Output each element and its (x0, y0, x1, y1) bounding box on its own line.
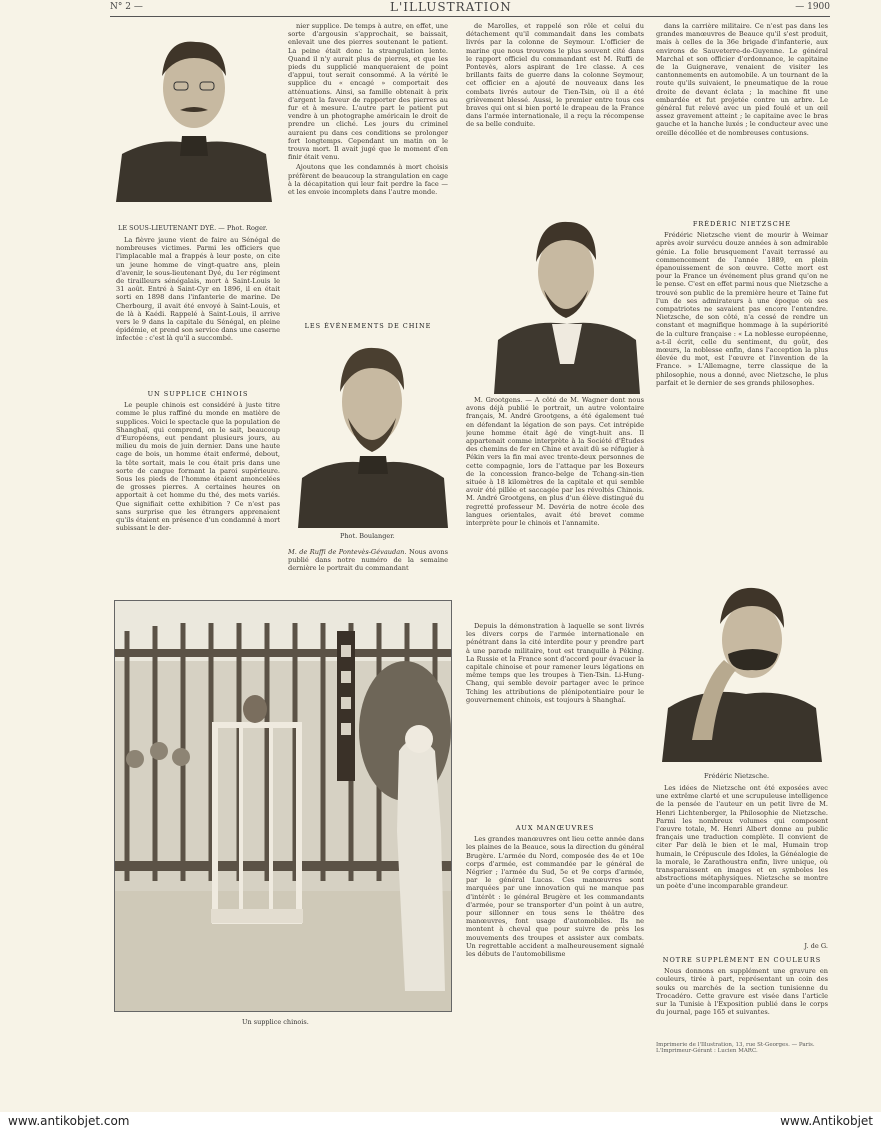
page-header (110, 0, 830, 16)
paragraph-supplice-cont: nier supplice. De temps à autre, en effet, une sorte d'argousin s'approchait, se baissait, enlevait une des pierres soutenant le patient. La peine était donc la strangulation lente. Quand il n'y aurait plus de pierres, et que les pieds du supplicié manqueraient de point d'appui, tout serait consommé. A la vérité le supplice du « encagé » comportait des atténuations. Ainsi, sa famille obtenait à prix d'argent la faveur de rapporter des pierres au fur et à mesure. L'autre part le patient put vendre à un photographe américain le droit de prendre un cliché. Les jours du criminel auraient pu dans ces conditions se prolonger fort longtemps. Cependant un matin on le trouva mort. Il avait jugé que le moment d'en finir était venu. (288, 22, 448, 162)
header-title: L'ILLUSTRATION (390, 0, 512, 14)
watermark-left: www.antikobjet.com (8, 1114, 130, 1128)
paragraph-nietzsche: Frédéric Nietzsche vient de mourir à Weimar après avoir survécu douze années à son admirable génie. La folie brusquement l'avait terrassé au commencement de l'année 1889, en plein épanouissement de son œuvre. Cette mort est pour la France un événement plus grand qu'on ne le pense. C'est en effet parmi nous que Nietzsche a trouvé son public de la première heure et Taine fut l'un de ses admirateurs à une époque où ses compatriotes ne savaient pas encore l'entendre. Nietzsche, de son côté, n'a cessé de rendre un constant et magnifique hommage à la supériorité de la culture française : « La noblesse européenne, a-t-il écrit, celle du sentiment, du goût, des mœurs, la noblesse enfin, dans l'acception la plus élevée du mot, est l'œuvre et l'invention de la France. » L'Allemagne, terre classique de la philosophie, nous a donné, avec Nietzsche, le plus parfait et le dernier de ses grands philosophes. (656, 231, 828, 387)
section-title-evenements: LES ÉVÉNEMENTS DE CHINE (304, 322, 432, 330)
watermark-bar (0, 1112, 881, 1130)
caption-photo: Un supplice chinois. (242, 1018, 309, 1026)
caption-dye: LE SOUS-LIEUTENANT DYÉ. — Phot. Roger. (118, 224, 268, 232)
section-title-supplement: NOTRE SUPPLÉMENT EN COULEURS (662, 956, 822, 964)
header-rule (110, 16, 830, 17)
paragraph-ruffi: de Marolles, et rappelé son rôle et celui du détachement qu'il commandait dans les combats livrés par la colonne de Seymour. L'officier de marine que nous trouvons le plus souvent cité dans le rapport officiel du commandant est M. Ruffi de Pontevès, alors aspirant de 1re classe. A ces brillants faits de guerre dans la colonne Seymour, cet officier en a ajouté de nouveaux dans les combats livrés autour de Tien-Tsin, où il a été grièvement blessé. Aussi, le premier entre tous ces braves qui ont si bien porté le drapeau de la France dans l'armée internationale, il a reçu la récompense de sa belle conduite. (466, 22, 644, 129)
paragraph-supplice: Le peuple chinois est considéré à juste titre comme le plus raffiné du monde en matière de supplices. Voici le spectacle que la population de Shanghaï, qui comprend, on le sait, beaucoup d'Européens, eut pendant plusieurs jours, au milieu du mois de juin dernier. Dans une haute cage de bois, un homme était enfermé, debout, la tête sortait, mais le cou était pris dans une sorte de cangue formant la paroi supérieure. Sous les pieds de l'homme étaient amoncelées de grosses pierres. A certaines heures on apportait à cet homme du thé, des mets variés. Que signifiait cette exhibition ? Ce n'est pas sans surprise que les étrangers apprenaient qu'ils étaient en présence d'un condamné à mort subissant le der- (116, 401, 280, 533)
portrait-dye (116, 24, 272, 202)
caption-boulanger: Phot. Boulanger. (340, 532, 395, 540)
column-3-text-c (466, 622, 644, 814)
column-2-text-b (288, 548, 448, 584)
paragraph-manoeuvres: Les grandes manœuvres ont lieu cette année dans les plaines de la Beauce, sous la direction du général Brugère. L'armée du Nord, composée des 4e et 10e corps d'armée, est commandée par le général de Négrier ; l'armée du Sud, 5e et 9e corps d'armée, par le général Lucas. Ces manœuvres sont marquées par une innovation qui ne manque pas d'intérêt : le général Brugère et les commandants d'armée, pour se transporter d'un point à un autre, pour sillonner en tous sens le théâtre des manœuvres, font usage d'automobiles. Ils ne montent à cheval que pour suivre de près les mouvements des troupes et assister aux combats. Un regrettable accident a malheureusement signalé les débuts de l'automobilisme (466, 835, 644, 959)
imprint: Imprimerie de l'Illustration, 13, rue St-Georges. — Paris. L'Imprimeur-Gérant : Lucien MARC. (656, 1042, 815, 1054)
column-1-text-b (116, 386, 280, 594)
paragraph-peking: Depuis la démonstration à laquelle se sont livrés les divers corps de l'armée internationale en pénétrant dans la cité interdite pour y prendre part à une parade militaire, tout est tranquille à Péking. La Russie et la France sont d'accord pour évacuer la capitale chinoise et pour ramener leurs légations en même temps que les troupes à Tien-Tsin. Li-Hung-Chang, qui semble devoir partager avec le prince Tching les attributions de plénipotentiaire pour le gouvernement chinois, est toujours à Shanghaï. (466, 622, 644, 704)
paragraph-ruffi-intro: Nous avons publié dans notre numéro de la semaine dernière le portrait du commandant (288, 548, 448, 573)
column-3-text-b (466, 396, 644, 620)
column-3-text-a (466, 22, 644, 218)
column-4-text-b (656, 216, 828, 576)
column-2-text-a (288, 22, 448, 312)
portrait-nietzsche (662, 580, 822, 762)
column-3-text-d (466, 820, 644, 1034)
header-right: — 1900 (795, 2, 830, 12)
column-1-text-a (116, 236, 280, 384)
header-left: N° 2 — (110, 2, 143, 12)
watermark-right: www.Antikobjet (780, 1114, 873, 1128)
caption-nietzsche: Frédéric Nietzsche. (704, 772, 770, 780)
paragraph-supplement: Nous donnons en supplément une gravure en couleurs, tirée à part, représentant un coin des souks ou marchés de la section tunisienne du Trocadéro. Cette gravure est visée dans l'article sur la Tunisie à l'Exposition publié dans le corps du journal, page 165 et suivantes. (656, 967, 828, 1017)
paragraph-grootgens: M. Grootgens. — A côté de M. Wagner dont nous avons déjà publié le portrait, un autre volontaire français, M. André Grootgens, a été également tué en défendant la légation de son pays. Cet intrépide jeune homme était âgé de vingt-huit ans. Il appartenait comme interprète à la Société d'Études des chemins de fer en Chine et avait dû se réfugier à Pékin vers la fin mai avec trente-deux personnes de cette compagnie, lors de l'attaque par les Boxeurs de la concession franco-belge de Tchang-sin-tien située à 18 kilomètres de la capitale et qui semble avoir été pillée et saccagée par les révoltés Chinois. M. André Grootgens, en plus d'un élève distingué du regretté professeur M. Devéria de notre école des langues orientales, avait été brevet comme interprète pour le chinois et l'annamite. (466, 396, 644, 528)
portrait-ruffi (298, 332, 448, 528)
paragraph-nietzsche-ideas: Les idées de Nietzsche ont été exposées avec une extrême clarté et une scrupuleuse intelligence de la pensée de l'auteur en un petit livre de M. Henri Lichtenberger, la Philosophie de Nietzsche. Parmi les nombreux volumes qui composent l'œuvre totale, M. Henri Albert donne au public français une traduction complète. Il convient de citer Par delà le bien et le mal, Humain trop humain, le Crépuscule des Idoles, la Généalogie de la morale, le Zarathoustra enfin, livre unique, où transparaissent en images et en symboles les abstractions métaphysiques. Nietzsche se montre un poète d'une incomparable grandeur. (656, 784, 828, 891)
section-title-supplice: UN SUPPLICE CHINOIS (147, 390, 249, 398)
paragraph-dye: La fièvre jaune vient de faire au Sénégal de nombreuses victimes. Parmi les officiers que l'implacable mal a frappés à leur poste, on cite un jeune homme de vingt-quatre ans, plein d'avenir, le sous-lieutenant Dyé, du 1er régiment de tirailleurs sénégalais, mort à Saint-Louis le 31 août. Entré à Saint-Cyr en 1896, il en était sorti en 1898 dans l'infanterie de marine. De Cherbourg, il avait été envoyé à Saint-Louis, et de là à Kaédi. Rappelé à Saint-Louis, il arrive vers le 9 dans la capitale du Sénégal, en pleine épidémie, et prend son service dans une caserne infectée : c'est là qu'il a succombé. (116, 236, 280, 343)
photo-chinese-torture (114, 600, 452, 1012)
column-4-text-a (656, 22, 828, 214)
column-4-text-c (656, 784, 828, 940)
caption-ruffi: M. de Ruffi de Pontevès-Gévaudan. (288, 548, 407, 556)
signature: J. de G. (804, 942, 828, 950)
column-4-text-d (656, 952, 828, 1038)
section-title-nietzsche: FRÉDÉRIC NIETZSCHE (692, 220, 792, 228)
portrait-grootgens (494, 214, 640, 394)
photo-illustration (115, 601, 451, 1011)
paragraph-condamnes: Ajoutons que les condamnés à mort choisis préfèrent de beaucoup la strangulation en cage à la décapitation qui leur fait perdre la face — et les envoie incomplets dans l'autre monde. (288, 163, 448, 197)
section-title-manoeuvres: AUX MANŒUVRES (515, 824, 595, 832)
paragraph-accident: dans la carrière militaire. Ce n'est pas dans les grandes manœuvres de Beauce qu'il s'est produit, mais à celles de la 36e brigade d'infanterie, aux environs de Sauveterre-de-Guyenne. Le général Marchal et son officier d'ordonnance, le capitaine de la Guignerave, venaient de visiter les cantonnements en automobile. A un tournant de la route qu'ils suivaient, le pneumatique de la roue droite de devant éclata ; la machine fit une embardée et fut projetée contre un arbre. Le général fut relevé avec un pied foulé et un œil assez gravement atteint ; le capitaine avec le bras gauche et la hanche luxés ; le conducteur avec une oreille décollée et de nombreuses contusions. (656, 22, 828, 137)
